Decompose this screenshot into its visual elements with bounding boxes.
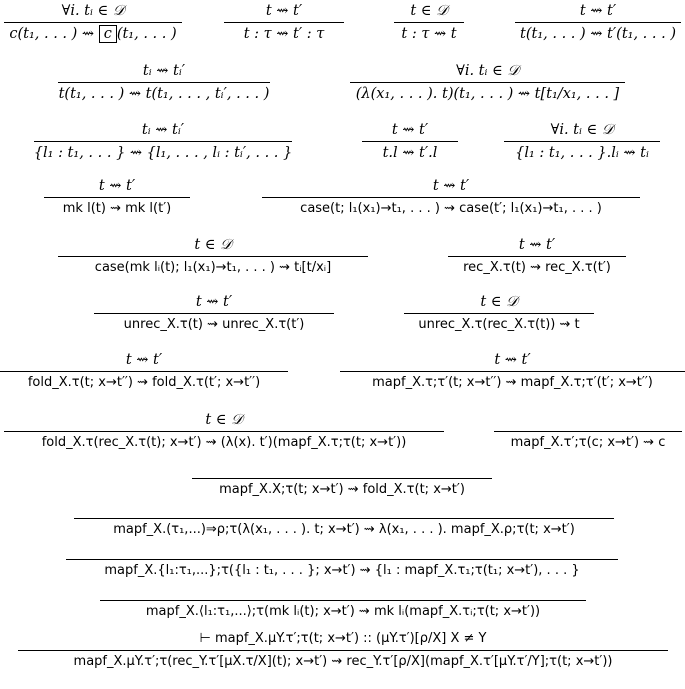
inference-bar xyxy=(515,22,681,23)
inference-bar xyxy=(224,22,344,23)
conclusion: case(t; l₁(x₁)→t₁, . . . ) ⇝ case(t′; l₁(x₁)→t₁, . . . ) xyxy=(300,201,602,216)
conclusion: t.l ⇝ t′.l xyxy=(382,145,438,161)
rule-20 xyxy=(192,458,492,499)
premise: t ∈ 𝒟 xyxy=(480,294,518,310)
rule-3 xyxy=(394,2,464,43)
inference-bar xyxy=(66,559,618,560)
rule-2 xyxy=(224,2,344,43)
premise: t ∈ 𝒟 xyxy=(194,237,232,253)
premise: t ⇝ t′ xyxy=(98,178,136,194)
rule-19 xyxy=(494,411,682,452)
inference-bar xyxy=(58,256,368,257)
inference-bar xyxy=(404,313,594,314)
inference-bar xyxy=(262,197,640,198)
rule-16 xyxy=(0,351,288,392)
conclusion: mk l(t) ⇝ mk l(t′) xyxy=(62,201,172,216)
inference-bar xyxy=(362,141,458,142)
inference-bar xyxy=(0,371,288,372)
premise: t ∈ 𝒟 xyxy=(410,3,448,19)
premise: tᵢ ⇝ tᵢ′ xyxy=(141,122,185,138)
premise: ∀i. tᵢ ∈ 𝒟 xyxy=(550,122,614,138)
boxed-constructor: c xyxy=(99,25,117,43)
conclusion: unrec_X.τ(rec_X.τ(t)) ⇝ t xyxy=(418,317,580,332)
inference-bar xyxy=(58,82,270,83)
inference-bar xyxy=(448,256,626,257)
rule-18 xyxy=(4,411,444,452)
rule-12 xyxy=(58,236,368,277)
rule-17 xyxy=(340,351,685,392)
conclusion: mapf_X.X;τ(t; x→t′) ⇝ fold_X.τ(t; x→t′) xyxy=(219,482,465,497)
conclusion: t(t₁, . . . ) ⇝ t(t₁, . . . , tᵢ′, . . . ) xyxy=(58,86,270,102)
inference-bar xyxy=(74,518,614,519)
conclusion: mapf_X.τ;τ′(t; x→t′′) ⇝ mapf_X.τ;τ′(t′; x→t′′) xyxy=(372,375,653,390)
premise: t ⇝ t′ xyxy=(391,122,429,138)
conclusion: mapf_X.(τ₁,...)⇒ρ;τ(λ(x₁, . . . ). t; x→t′) ⇝ λ(x₁, . . . ). mapf_X.ρ;τ(t; x→t′) xyxy=(113,522,575,537)
inference-bar xyxy=(94,313,334,314)
conclusion: {l₁ : t₁, . . . } ⇝ {l₁, . . . , lᵢ : tᵢ′, . . . } xyxy=(33,145,293,161)
premise: t ⇝ t′ xyxy=(518,237,556,253)
rule-1 xyxy=(4,2,182,43)
premise: t ∈ 𝒟 xyxy=(205,412,243,428)
rule-23 xyxy=(100,580,586,621)
rule-5 xyxy=(58,62,270,103)
inference-bar xyxy=(34,141,292,142)
premise: t ⇝ t′ xyxy=(265,3,303,19)
rule-22 xyxy=(66,539,618,580)
conclusion: unrec_X.τ(t) ⇝ unrec_X.τ(t′) xyxy=(123,317,305,332)
conclusion: fold_X.τ(rec_X.τ(t); x→t′) ⇝ (λ(x). t′)(mapf_X.τ;τ(t; x→t′)) xyxy=(41,435,407,450)
rule-15 xyxy=(404,293,594,334)
inference-bar xyxy=(100,600,586,601)
premise: ∀i. tᵢ ∈ 𝒟 xyxy=(456,63,519,79)
inference-bar xyxy=(504,141,660,142)
premise: t ⇝ t′ xyxy=(579,3,617,19)
premise: ∀i. tᵢ ∈ 𝒟 xyxy=(61,3,125,19)
premise: t ⇝ t′ xyxy=(494,352,531,368)
rule-4 xyxy=(515,2,681,43)
inference-bar xyxy=(4,22,182,23)
rule-21 xyxy=(74,498,614,539)
conclusion: case(mk lᵢ(t); l₁(x₁)→t₁, . . . ) ⇝ tᵢ[t/xᵢ] xyxy=(94,260,332,275)
premise: tᵢ ⇝ tᵢ′ xyxy=(142,63,186,79)
premise: t ⇝ t′ xyxy=(432,178,470,194)
premise: t ⇝ t′ xyxy=(195,294,233,310)
rule-13 xyxy=(448,236,626,277)
inference-bar xyxy=(44,197,190,198)
rule-8 xyxy=(362,121,458,162)
rule-7 xyxy=(34,121,292,162)
inference-bar xyxy=(4,431,444,432)
inference-bar xyxy=(350,82,625,83)
rule-10 xyxy=(44,177,190,218)
inference-bar xyxy=(340,371,685,372)
conclusion: {l₁ : t₁, . . . }.lᵢ ⇝ tᵢ xyxy=(515,145,649,161)
inference-bar xyxy=(394,22,464,23)
conclusion: mapf_X.⟨l₁:τ₁,...⟩;τ(mk lᵢ(t); x→t′) ⇝ mk lᵢ(mapf_X.τᵢ;τ(t; x→t′)) xyxy=(145,604,541,619)
inference-bar xyxy=(192,478,492,479)
conclusion: t : τ ⇝ t xyxy=(401,26,457,42)
premise: ⊢ mapf_X.μY.τ′;τ(t; x→t′) :: (μY.τ′)[ρ/X] X ≠ Y xyxy=(199,631,487,646)
conclusion: (λ(x₁, . . . ). t)(t₁, . . . ) ⇝ t[t₁/x₁, . . . ] xyxy=(355,86,620,102)
conclusion: fold_X.τ(t; x→t′′) ⇝ fold_X.τ(t′; x→t′′) xyxy=(27,375,261,390)
inference-bar xyxy=(494,431,682,432)
inference-bar xyxy=(18,650,668,651)
conclusion: t : τ ⇝ t′ : τ xyxy=(243,26,325,42)
conclusion: mapf_X.{l₁:τ₁,...};τ({l₁ : t₁, . . . }; x→t′) ⇝ {l₁ : mapf_X.τ₁;τ(t₁; x→t′), . . . } xyxy=(104,563,580,578)
premise: t ⇝ t′ xyxy=(125,352,163,368)
rule-24 xyxy=(18,630,668,671)
rule-11 xyxy=(262,177,640,218)
conclusion: mapf_X.τ′;τ(c; x→t′) ⇝ c xyxy=(510,435,666,450)
conclusion: rec_X.τ(t) ⇝ rec_X.τ(t′) xyxy=(463,260,611,275)
rule-6 xyxy=(350,62,625,103)
conclusion: t(t₁, . . . ) ⇝ t′(t₁, . . . ) xyxy=(520,26,676,42)
rule-14 xyxy=(94,293,334,334)
rule-9 xyxy=(504,121,660,162)
conclusion: mapf_X.μY.τ′;τ(rec_Y.τ′[μX.τ/X](t); x→t′) ⇝ rec_Y.τ′[ρ/X](mapf_X.τ′[μY.τ′/Y];τ(t; x→t′)) xyxy=(73,654,613,669)
conclusion: c(t₁, . . . ) ⇝ c (t₁, . . . ) xyxy=(9,26,177,42)
